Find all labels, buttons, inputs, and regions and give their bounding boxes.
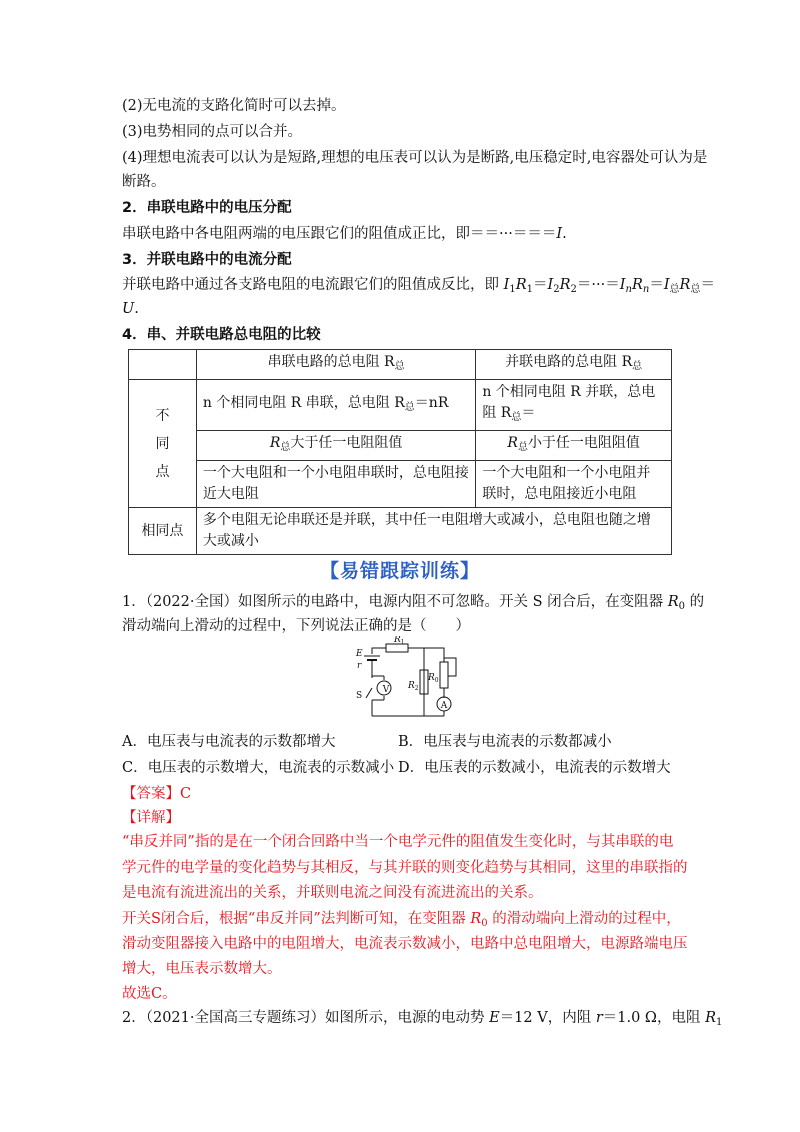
rule-item-4-line2: 断路。 [122,174,166,190]
q1-line2: 滑动端向上滑动的过程中，下列说法正确的是（ ） [122,618,470,634]
row3-parallel: 一个大电阻和一个小电阻并 联时，总电阻接近小电阻 [476,461,672,508]
table-row [129,508,672,555]
section3-heading: 3．并联电路中的电流分配 [122,252,292,268]
voltmeter-label: V [382,685,390,695]
answer: 【答案】C [122,786,192,802]
section3-body: 并联电路中通过各支路电阻的电流跟它们的阻值成反比，即 $I_1R_1=I_2R_2=\cdot\cdot\cdot=I_nR_n=I_总R_总=$ [122,277,715,295]
row3-series: 一个大电阻和一个小电阻串联时，总电阻接 近大电阻 [196,461,475,508]
rule-item-2: (2)无电流的支路化简时可以去掉。 [122,98,346,114]
resistor-r1 [386,644,408,652]
r2-label: $R_2$ [408,681,419,692]
explain-line5: 滑动变阻器接入电路中的电阻增大，电流表示数减小，电路中总电阻增大，电源路端电压 [122,936,688,952]
row2-parallel: $R_总$小于任一电阻阻值 [476,431,672,461]
choice-b: B．电压表与电流表的示数都减小 [398,734,612,750]
choice-c: C．电压表的示数增大，电流表的示数减小 [122,760,395,776]
resistance-comparison-table [128,349,672,555]
same-content: 多个电阻无论串联还是并联，其中任一电阻增大或减小，总电阻也随之增 大或减小 [196,508,671,555]
conclusion: 故选C。 [122,986,177,1002]
explain-line4: 开关S闭合后，根据“串反并同”法判断可知，在变阻器 $R_0$ 的滑动端向上滑动的过程中， [122,911,681,929]
circuit-diagram [336,636,476,722]
row1-parallel: n 个相同电阻 R 并联，总电 阻 $R_总=$ [476,380,672,431]
header-parallel: 并联电路的总电阻 $R_总$ [476,350,672,380]
choice-a: A．电压表与电流表的示数都增大 [122,734,336,750]
section4-heading: 4．串、并联电路总电阻的比较 [122,327,321,343]
explain-line1: “串反并同”指的是在一个闭合回路中当一个电学元件的阻值发生变化时，与其串联的电 [122,834,674,850]
explain-label: 【详解】 [122,810,180,826]
header-series: 串联电路的总电阻 $R_总$ [196,350,475,380]
row1-series: n 个相同电阻 R 串联，总电阻 $R_总=nR$ [196,380,475,431]
explain-line3: 是电流有流进流出的关系，并联则电流之间没有流进流出的关系。 [122,885,543,901]
table-row [129,461,672,508]
explain-line2: 学元件的电学量的变化趋势与其相反，与其并联的则变化趋势与其相同，这里的串联指的 [122,860,688,876]
rule-item-4-line1: (4)理想电流表可以认为是短路,理想的电压表可以认为是断路,电压稳定时,电容器处可认为是 [122,150,708,166]
section2-body: 串联电路中各电阻两端的电压跟它们的阻值成正比，即＝＝···＝＝＝I. [122,226,567,242]
q1-line1: 1．（2022·全国）如图所示的电路中，电源内阻不可忽略。开关 S 闭合后，在变阻器 $R_0$ 的 [122,594,705,612]
table-header-row [129,350,672,380]
explain-line6: 增大，电压表示数增大。 [122,961,282,977]
internal-r-label: r [357,661,362,671]
choice-d: D．电压表的示数减小，电流表的示数增大 [398,760,671,776]
rule-item-3: (3)电势相同的点可以合并。 [122,124,303,140]
ammeter-label: A [440,701,448,711]
section2-heading: 2．串联电路中的电压分配 [122,200,292,216]
r1-label: $R_1$ [394,636,405,646]
practice-banner: 【易错跟踪训练】 [319,560,480,582]
emf-label: E [356,649,363,659]
table-row [129,431,672,461]
switch [366,688,372,698]
q2-line1: 2．（2021·全国高三专题练习）如图所示，电源的电动势 E＝12 V，内阻 r＝1.0 Ω，电阻 $R_1$ [122,1010,723,1028]
table-row [129,380,672,431]
switch-label: S [356,691,363,701]
r0-label: $R_0$ [428,673,439,684]
same-label: 相同点 [129,508,197,555]
resistor-r0 [440,662,448,688]
row2-series: $R_总$大于任一电阻阻值 [196,431,475,461]
section3-body-line2: U. [122,301,139,317]
diff-label: 不 同 点 [129,380,197,508]
